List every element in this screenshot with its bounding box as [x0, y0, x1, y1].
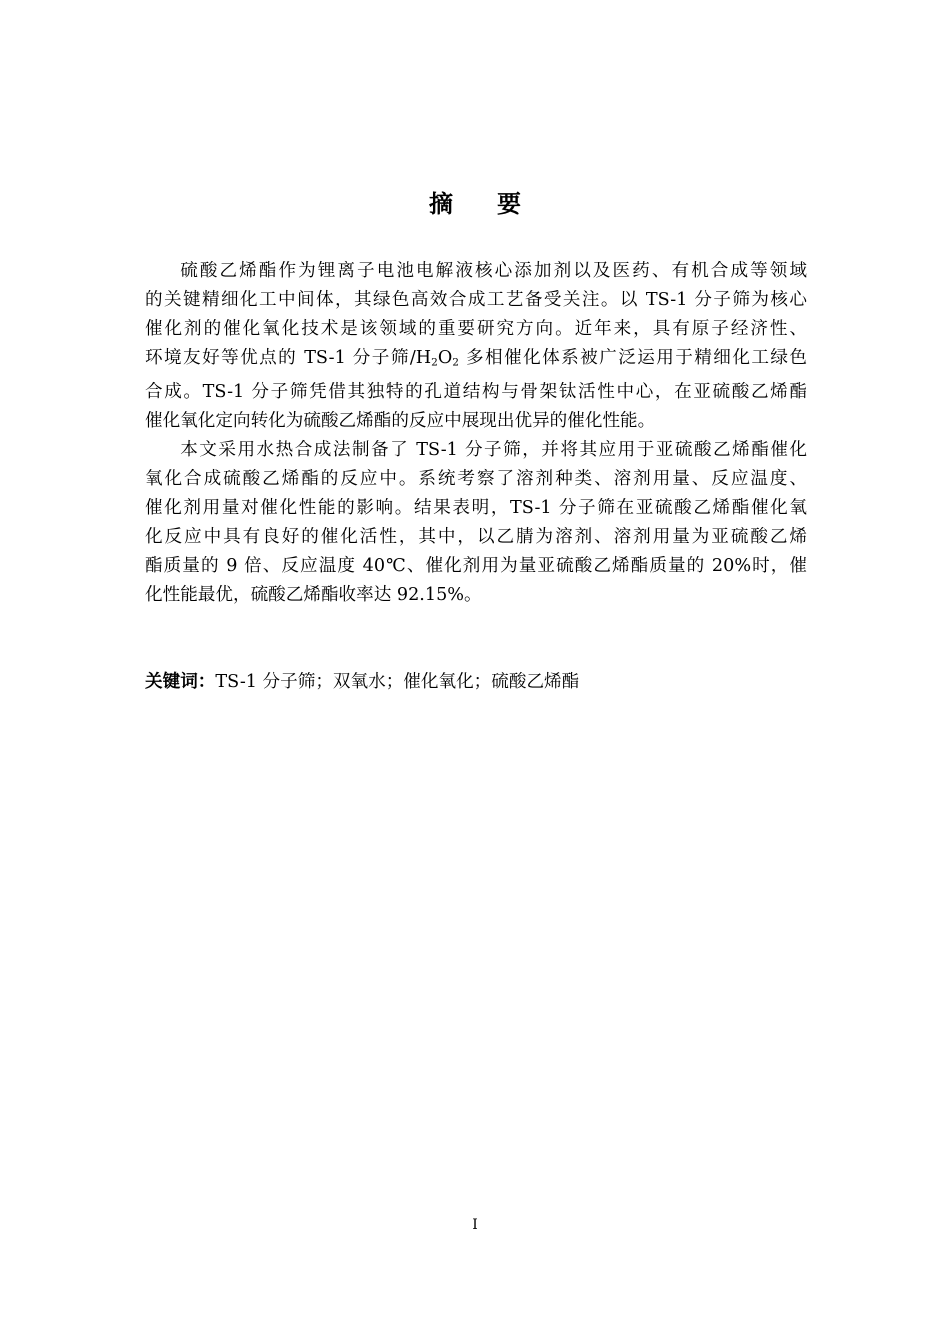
formula-subscript: 2	[431, 356, 438, 369]
page-number: I	[472, 1217, 478, 1233]
abstract-title-char-2: 要	[497, 190, 521, 218]
paragraph-line: 催化剂的催化氧化技术是该领域的重要研究方向。近年来，具有原子经济性、	[145, 319, 807, 339]
paragraph-line: 硫酸乙烯酯作为锂离子电池电解液核心添加剂以及医药、有机合成等领域	[180, 261, 807, 281]
paragraph-line: 本文采用水热合成法制备了 TS-1 分子筛，并将其应用于亚硫酸乙烯酯催化	[180, 439, 807, 460]
paragraph-line: 化性能最优，硫酸乙烯酯收率达 92.15%。	[145, 584, 482, 605]
paragraph-line: 合成。TS-1 分子筛凭借其独特的孔道结构与骨架钛活性中心，在亚硫酸乙烯酯	[145, 381, 807, 402]
paragraph-line: 催化氧化定向转化为硫酸乙烯酯的反应中展现出优异的催化性能。	[145, 410, 656, 431]
abstract-title-char-1: 摘	[429, 190, 453, 218]
paragraph-line: 化反应中具有良好的催化活性，其中，以乙腈为溶剂、溶剂用量为亚硫酸乙烯	[145, 526, 807, 547]
formula-text: 环境友好等优点的 TS-1 分子筛/H	[145, 348, 432, 368]
keywords-text: TS-1 分子筛；双氧水；催化氧化；硫酸乙烯酯	[215, 672, 580, 692]
paragraph-line: 氧化合成硫酸乙烯酯的反应中。系统考察了溶剂种类、溶剂用量、反应温度、	[145, 468, 807, 489]
abstract-title	[0, 186, 950, 222]
keywords	[145, 668, 579, 697]
formula-text: 多相催化体系被广泛运用于精细化工绿色	[459, 348, 807, 368]
paragraph-line: 的关键精细化工中间体，其绿色高效合成工艺备受关注。以 TS-1 分子筛为核心	[145, 290, 807, 310]
formula-subscript: 2	[452, 356, 459, 369]
abstract-body	[145, 257, 807, 610]
formula-text: O	[437, 348, 453, 368]
paragraph-line: 酯质量的 9 倍、反应温度 40℃、催化剂用为量亚硫酸乙烯酯质量的 20%时，催	[145, 555, 807, 576]
abstract-paragraph-2	[145, 436, 807, 610]
abstract-paragraph-1	[145, 257, 807, 436]
paragraph-line: 催化剂用量对催化性能的影响。结果表明，TS-1 分子筛在亚硫酸乙烯酯催化氧	[145, 497, 807, 518]
paragraph-line-with-formula	[145, 344, 807, 378]
keywords-label: 关键词：	[145, 672, 216, 692]
